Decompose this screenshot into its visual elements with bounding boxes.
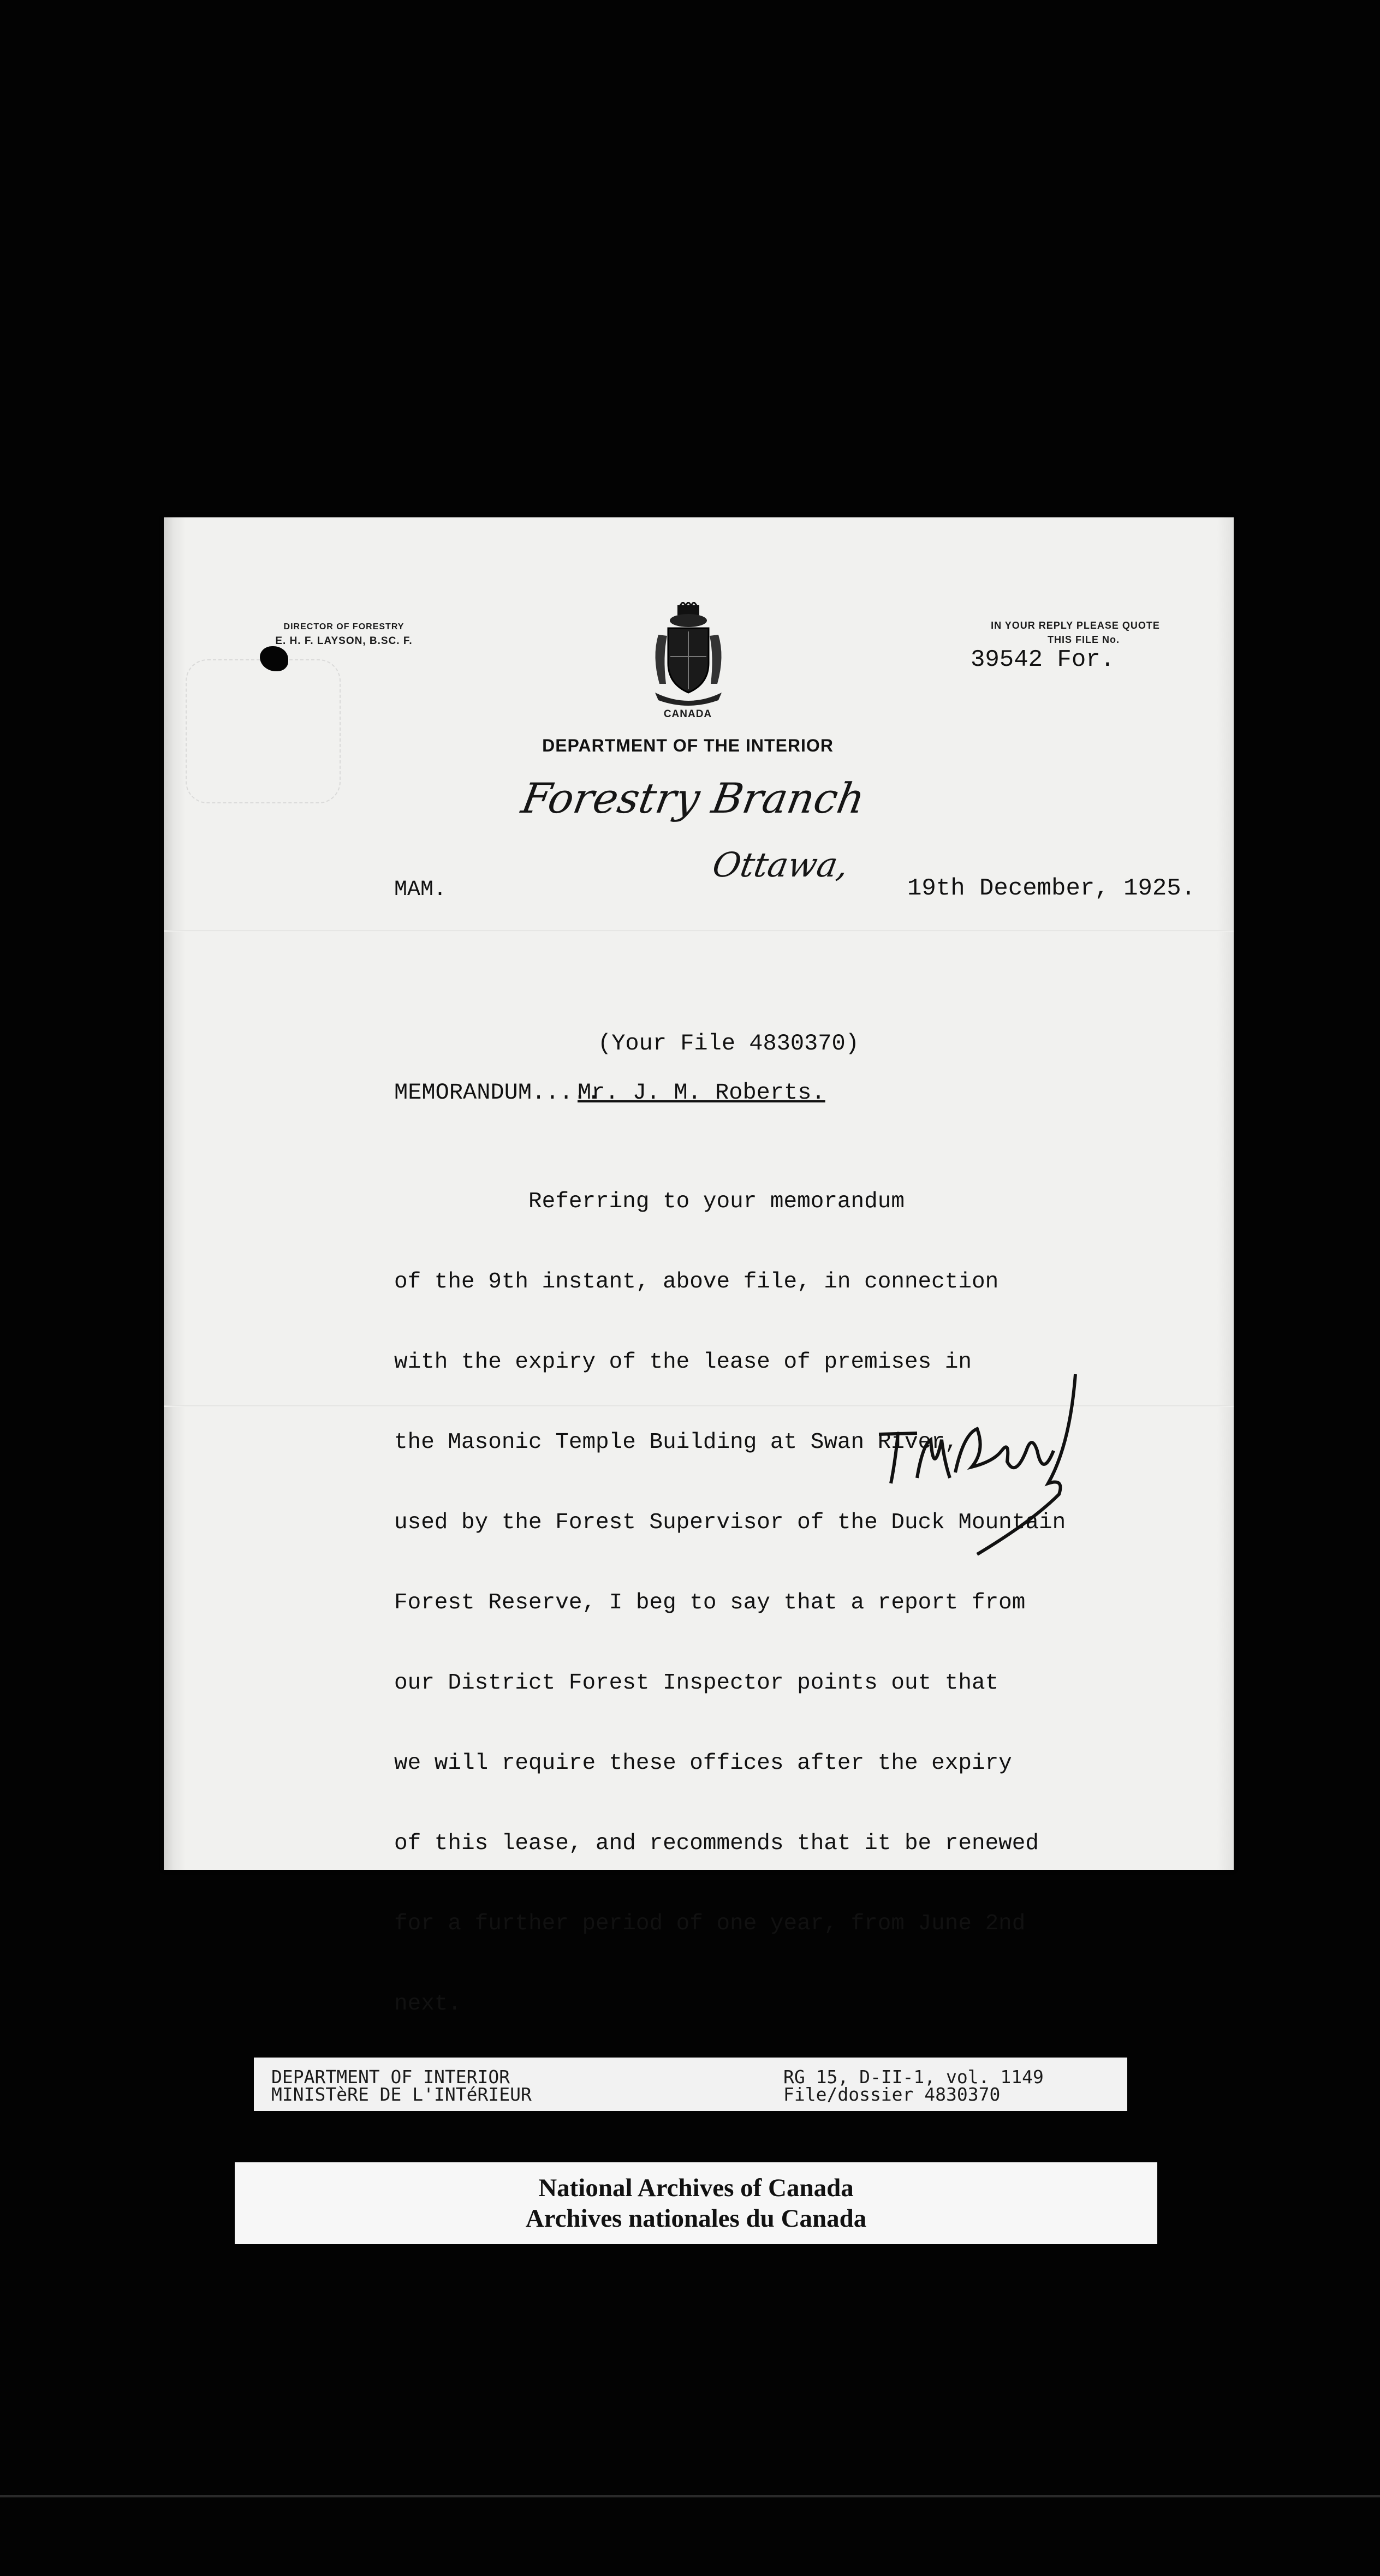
letter-body <box>394 1135 1066 2071</box>
faded-stamp <box>186 659 341 803</box>
body-line: Forest Reserve, I beg to say that a report from <box>394 1590 1026 1615</box>
body-line: of this lease, and recommends that it be renewed <box>394 1831 1039 1856</box>
director-name: E. H. F. LAYSON, B.SC. F. <box>275 635 413 647</box>
department-french: MINISTèRE DE L'INTéRIEUR <box>271 2084 532 2105</box>
body-line: next. <box>394 1991 462 2017</box>
file-number: 39542 For. <box>971 646 1115 673</box>
letter-date: 19th December, 1925. <box>907 875 1196 902</box>
archive-name-english: National Archives of Canada <box>538 2174 854 2202</box>
body-line: the Masonic Temple Building at Swan River, <box>394 1430 959 1455</box>
body-line: for a further period of one year, from June 2nd <box>394 1911 1026 1936</box>
file-dossier-number: File/dossier 4830370 <box>783 2084 1001 2105</box>
city-name: Ottawa, <box>709 845 852 885</box>
reply-file-label: THIS FILE No. <box>1048 634 1120 645</box>
fold-line <box>164 930 1234 932</box>
memo-recipient: Mr. J. M. Roberts. <box>578 1080 825 1106</box>
archive-reference-label <box>254 2058 1127 2111</box>
director-title: DIRECTOR OF FORESTRY <box>283 622 405 631</box>
reference-file: (Your File 4830370) <box>598 1030 859 1057</box>
typist-initials: MAM. <box>394 878 447 902</box>
frame-edge <box>0 2495 1380 2497</box>
letter-sheet <box>164 517 1234 2017</box>
reply-instruction: IN YOUR REPLY PLEASE QUOTE <box>991 620 1160 631</box>
body-line: of the 9th instant, above file, in connection <box>394 1269 999 1295</box>
body-line: used by the Forest Supervisor of the Duck Mountain <box>394 1510 1066 1535</box>
country-label: CANADA <box>663 708 712 720</box>
canada-coat-of-arms-icon <box>647 602 729 711</box>
record-group-reference: RG 15, D-II-1, vol. 1149 <box>783 2066 1044 2088</box>
body-line: Referring to your memorandum <box>394 1189 905 1214</box>
body-line: with the expiry of the lease of premises in <box>394 1350 972 1375</box>
handwritten-signature <box>868 1369 1097 1565</box>
memo-label: MEMORANDUM..... <box>394 1080 601 1106</box>
branch-name: Forestry Branch <box>518 774 869 822</box>
body-line: our District Forest Inspector points out that <box>394 1671 999 1696</box>
archive-name-label <box>235 2162 1157 2244</box>
body-line: we will require these offices after the expiry <box>394 1751 1012 1776</box>
archive-name-french: Archives nationales du Canada <box>525 2204 867 2233</box>
department-title: DEPARTMENT OF THE INTERIOR <box>542 736 834 755</box>
department-english: DEPARTMENT OF INTERIOR <box>271 2066 510 2088</box>
